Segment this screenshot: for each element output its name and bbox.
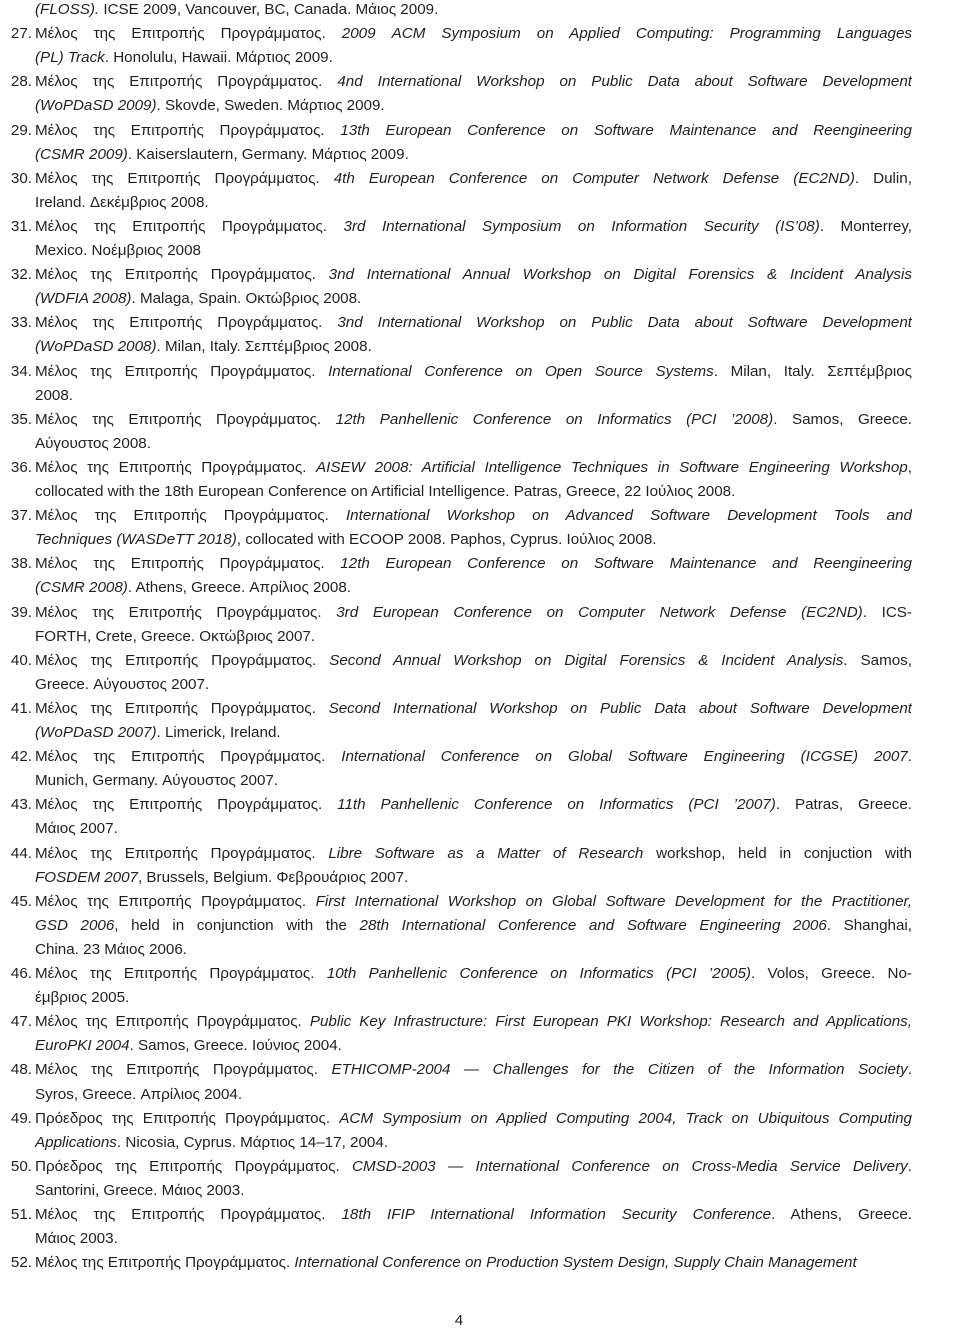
entry-line — [0, 1034, 912, 1058]
item-number: 45. — [10, 892, 32, 910]
entry-segment: . Milan, Italy. Σεπτέμβριος — [713, 362, 912, 380]
entry-segment: , collocated with ECOOP 2008. Paphos, Cyprus. Ιούλιος 2008. — [236, 531, 657, 549]
entry-text — [35, 769, 912, 793]
entry-segment: έμβριος 2005. — [35, 989, 130, 1007]
item-number: 52. — [10, 1254, 32, 1272]
venue-title: (WDFIA 2008) — [35, 290, 132, 308]
entry-line — [0, 697, 912, 721]
entry-line — [0, 311, 912, 335]
entry-line — [0, 625, 912, 649]
entry-segment: Μέλος της Επιτροπής Προγράμματος. — [35, 699, 329, 717]
entry-line — [0, 70, 912, 94]
entry-segment: Ireland. Δεκέμβριος 2008. — [35, 193, 209, 211]
venue-title: Techniques (WASDeTT 2018) — [35, 531, 237, 549]
venue-title: Second Annual Workshop on Digital Forensics & Incident Analysis — [329, 651, 844, 669]
entry-text — [35, 22, 912, 46]
entry-line — [0, 721, 912, 745]
item-number: 36. — [10, 458, 32, 476]
venue-title: 3nd International Annual Workshop on Digital Forensics & Incident Analysis — [328, 266, 912, 284]
entry-text — [35, 552, 912, 576]
entry-line — [0, 1107, 912, 1131]
entry-segment: Santorini, Greece. Μάιος 2003. — [35, 1181, 245, 1199]
venue-title: FOSDEM 2007 — [35, 868, 138, 886]
entry-segment: Μέλος της Επιτροπής Προγράμματος. — [35, 507, 346, 525]
venue-title: Public Key Infrastructure: First European PKI Workshop: Research and Applications, — [309, 1013, 912, 1031]
item-number: 49. — [10, 1109, 32, 1127]
entry-segment: , Brussels, Belgium. Φεβρουάριος 2007. — [137, 868, 409, 886]
entry-text — [35, 1179, 912, 1203]
entry-line — [0, 0, 912, 22]
entry-text — [35, 239, 912, 263]
entry-segment: FORTH, Crete, Greece. Οκτώβριος 2007. — [35, 627, 316, 645]
entry-line — [0, 866, 912, 890]
entry-line — [0, 601, 912, 625]
venue-title: 3rd European Conference on Computer Network Defense (EC2ND) — [336, 603, 863, 621]
entry-text — [35, 721, 912, 745]
entry-text — [35, 1131, 912, 1155]
item-number: 46. — [10, 965, 32, 982]
venue-title: 18th IFIP International Information Security Conference — [341, 1206, 772, 1223]
entry-segment: , — [907, 458, 912, 476]
entry-line — [0, 576, 912, 600]
entry-text — [35, 697, 912, 721]
entry-line — [0, 167, 912, 191]
entry-segment: Μέλος της Επιτροπής Προγράμματος. — [35, 1061, 332, 1079]
entry-line — [0, 335, 912, 359]
entry-segment: Μέλος της Επιτροπής Προγράμματος. — [35, 603, 337, 621]
venue-title: 3rd International Symposium on Information Security (IS’08) — [343, 217, 820, 235]
entry-line — [0, 287, 912, 311]
entry-segment: Mexico. Νοέμβριος 2008 — [35, 242, 202, 259]
entry-text — [35, 480, 912, 504]
entry-segment: Syros, Greece. Απρίλιος 2004. — [35, 1085, 243, 1103]
entry-line — [0, 239, 912, 263]
entry-segment: Μέλος της Επιτροπής Προγράμματος. — [35, 748, 342, 766]
venue-title: 12th Panhellenic Conference on Informatics (PCI ’2008) — [335, 410, 774, 428]
entry-text — [35, 962, 912, 986]
entry-text — [35, 432, 912, 456]
entry-text — [35, 215, 912, 239]
entry-text — [35, 384, 912, 408]
page-number: 4 — [454, 1312, 464, 1329]
item-number: 34. — [10, 362, 32, 380]
entry-segment: China. 23 Μάιος 2006. — [35, 940, 188, 958]
entry-line — [0, 1083, 912, 1107]
venue-title: 12th European Conference on Software Maintenance and Reengineering — [340, 555, 912, 573]
venue-title: (FLOSS). — [35, 1, 100, 18]
venue-title: 2009 ACM Symposium on Applied Computing: Programming Languages — [341, 25, 912, 43]
entry-text — [35, 745, 912, 769]
entry-line — [0, 408, 912, 432]
entry-line — [0, 1251, 960, 1275]
entry-line — [0, 143, 912, 167]
item-number: 51. — [10, 1206, 32, 1223]
entry-segment: Greece. Αύγουστος 2007. — [35, 675, 210, 693]
entry-text — [35, 504, 912, 528]
entry-segment: Μέλος της Επιτροπής Προγράμματος. — [35, 965, 327, 982]
venue-title: (WoPDaSD 2008) — [35, 338, 157, 356]
venue-title: 28th International Conference and Software Engineering 2006 — [359, 916, 827, 934]
entry-text — [35, 817, 912, 841]
entry-line — [0, 1227, 912, 1251]
entry-text — [35, 1155, 912, 1179]
item-number: 30. — [10, 169, 32, 187]
entry-segment: 2008. — [35, 386, 74, 404]
entry-text — [35, 46, 912, 70]
entry-segment: Μέλος της Επιτροπής Προγράμματος. — [35, 121, 341, 139]
entry-line — [0, 817, 912, 841]
venue-title: (WoPDaSD 2007) — [35, 724, 157, 741]
entry-text — [35, 625, 912, 649]
entry-segment: Μέλος της Επιτροπής Προγράμματος. — [35, 169, 334, 187]
entry-segment: Μέλος της Επιτροπής Προγράμματος. — [35, 314, 338, 332]
entry-segment: . ICS- — [862, 603, 912, 621]
entry-segment: . Volos, Greece. No- — [750, 965, 912, 982]
item-number: 27. — [10, 25, 32, 43]
entry-text — [35, 119, 912, 143]
venue-title: Libre Software as a Matter of Research — [328, 844, 644, 862]
entry-segment: . Samos, Greece. Ιούνιος 2004. — [129, 1037, 342, 1055]
entry-line — [0, 119, 912, 143]
entry-text — [35, 456, 912, 480]
entry-segment: Πρόεδρος της Επιτροπής Προγράμματος. — [35, 1109, 340, 1127]
entry-text — [35, 311, 912, 335]
entry-text — [35, 94, 912, 118]
entry-text — [35, 601, 912, 625]
venue-title: International Conference on Production System Design, Supply Chain Management — [294, 1254, 857, 1272]
entry-segment: Μέλος της Επιτροπής Προγράμματος. — [35, 25, 342, 43]
entry-segment: Μάιος 2003. — [35, 1230, 118, 1248]
entry-line — [0, 1058, 912, 1082]
entry-text — [35, 1203, 912, 1227]
entry-line — [0, 1155, 912, 1179]
entry-segment: . Shanghai, — [826, 916, 912, 934]
entry-text — [35, 986, 912, 1010]
item-number: 35. — [10, 410, 32, 428]
entry-line — [0, 986, 912, 1010]
entry-text — [35, 793, 912, 817]
entry-line — [0, 1131, 912, 1155]
entry-segment: Μέλος της Επιτροπής Προγράμματος. — [35, 796, 338, 814]
entry-line — [0, 842, 912, 866]
entry-line — [0, 1010, 912, 1034]
entry-segment: . Kaiserslautern, Germany. Μάρτιος 2009. — [127, 145, 409, 163]
entry-segment: Μέλος της Επιτροπής Προγράμματος. — [35, 651, 330, 669]
entry-text — [35, 673, 912, 697]
entry-line — [0, 673, 912, 697]
entry-text — [35, 1010, 912, 1034]
entry-text — [35, 408, 912, 432]
venue-title: CMSD-2003 — International Conference on Cross-Media Service Delivery — [352, 1157, 908, 1175]
entry-segment: Μέλος της Επιτροπής Προγράμματος. — [35, 217, 344, 235]
entry-segment: Μέλος της Επιτροπής Προγράμματος. — [35, 410, 336, 428]
entry-text — [35, 938, 912, 962]
venue-title: Second International Workshop on Public Data about Software Development — [328, 699, 912, 717]
entry-text — [35, 167, 912, 191]
entry-segment: Μέλος της Επιτροπής Προγράμματος. — [35, 1013, 310, 1031]
entry-text — [35, 1227, 912, 1251]
venue-title: (CSMR 2009) — [35, 145, 128, 163]
entry-segment: Μάιος 2007. — [35, 820, 118, 838]
venue-title: AISEW 2008: Artificial Intelligence Techniques in Software Engineering Workshop — [316, 458, 908, 476]
item-number: 48. — [10, 1061, 32, 1079]
venue-title: ETHICOMP-2004 — Challenges for the Citizen of the Information Society — [331, 1061, 908, 1079]
venue-title: (WoPDaSD 2009) — [35, 97, 157, 115]
entry-segment: . Malaga, Spain. Οκτώβριος 2008. — [131, 290, 362, 308]
venue-title: GSD 2006 — [35, 916, 115, 934]
item-number: 40. — [10, 651, 32, 669]
entry-text — [35, 1034, 912, 1058]
entry-text — [35, 287, 912, 311]
item-number: 29. — [10, 121, 32, 139]
entry-segment: . Honolulu, Hawaii. Μάρτιος 2009. — [104, 49, 333, 67]
entry-segment: Μέλος της Επιτροπής Προγράμματος. — [35, 555, 341, 573]
entry-text — [35, 191, 912, 215]
entry-line — [0, 962, 912, 986]
entry-text — [35, 866, 912, 890]
entry-segment: . Athens, Greece. Απρίλιος 2008. — [127, 579, 351, 597]
entry-text — [35, 890, 912, 914]
entry-line — [0, 769, 912, 793]
entry-segment: Μέλος της Επιτροπής Προγράμματος. — [35, 1254, 295, 1272]
entry-line — [0, 914, 912, 938]
entry-text — [35, 1058, 912, 1082]
entry-text — [35, 335, 912, 359]
venue-title: International Workshop on Advanced Software Development Tools and — [345, 507, 912, 525]
entry-line — [0, 191, 912, 215]
entry-line — [0, 528, 912, 552]
entry-segment: . Monterrey, — [819, 217, 912, 235]
entry-segment: Μέλος της Επιτροπής Προγράμματος. — [35, 362, 329, 380]
entry-line — [0, 938, 912, 962]
item-number: 47. — [10, 1013, 32, 1031]
entry-segment: . Nicosia, Cyprus. Μάρτιος 14–17, 2004. — [116, 1133, 389, 1151]
entry-segment: . Milan, Italy. Σεπτέμβριος 2008. — [156, 338, 372, 356]
entry-text — [35, 914, 912, 938]
entry-line — [0, 552, 912, 576]
venue-title: ACM Symposium on Applied Computing 2004, Track on Ubiquitous Computing — [339, 1109, 912, 1127]
entry-segment: . Skovde, Sweden. Μάρτιος 2009. — [156, 97, 385, 115]
venue-title: International Conference on Open Source Systems — [328, 362, 714, 380]
entry-text — [35, 70, 912, 94]
entry-line — [0, 432, 912, 456]
entry-segment: . Dulin, — [854, 169, 912, 187]
entry-segment: . Limerick, Ireland. — [156, 724, 281, 741]
entry-segment: . — [907, 1061, 912, 1079]
entry-text — [35, 1083, 912, 1107]
entry-line — [0, 456, 912, 480]
entry-line — [0, 94, 912, 118]
entry-line — [0, 504, 912, 528]
item-number: 42. — [10, 748, 32, 766]
entry-line — [0, 384, 912, 408]
entry-segment: Πρόεδρος της Επιτροπής Προγράμματος. — [35, 1157, 353, 1175]
entry-line — [0, 480, 912, 504]
venue-title: 4nd International Workshop on Public Data about Software Development — [337, 73, 912, 91]
entry-text — [35, 263, 912, 287]
entry-text — [35, 528, 912, 552]
item-number: 37. — [10, 507, 32, 525]
venue-title: International Conference on Global Software Engineering (ICGSE) 2007 — [341, 748, 908, 766]
item-number: 33. — [10, 314, 32, 332]
entry-line — [0, 1179, 912, 1203]
venue-title: First International Workshop on Global Software Development for the Practitioner, — [315, 892, 912, 910]
entry-line — [0, 215, 912, 239]
venue-title: Applications — [35, 1133, 117, 1151]
item-number: 44. — [10, 844, 32, 862]
entry-segment: ICSE 2009, Vancouver, BC, Canada. Μάιος 2009. — [99, 1, 439, 18]
entry-line — [0, 22, 912, 46]
entry-segment: Μέλος της Επιτροπής Προγράμματος. — [35, 844, 329, 862]
venue-title: 10th Panhellenic Conference on Informatics (PCI ’2005) — [326, 965, 751, 982]
venue-title: 11th Panhellenic Conference on Informatics (PCI ’2007) — [337, 796, 776, 814]
entry-segment: , held in conjunction with the — [114, 916, 360, 934]
entry-line — [0, 263, 912, 287]
entry-segment: Μέλος της Επιτροπής Προγράμματος. — [35, 458, 317, 476]
entry-line — [0, 793, 912, 817]
entry-segment: Munich, Germany. Αύγουστος 2007. — [35, 772, 279, 790]
entry-line — [0, 46, 912, 70]
venue-title: (PL) Track — [35, 49, 105, 67]
entry-segment: workshop, held in conjuction with — [643, 844, 912, 862]
item-number: 31. — [10, 217, 32, 235]
item-number: 50. — [10, 1157, 32, 1175]
entry-text — [35, 1107, 912, 1131]
entry-text — [35, 0, 912, 22]
entry-line — [0, 745, 912, 769]
entry-segment: Μέλος της Επιτροπής Προγράμματος. — [35, 73, 338, 91]
entry-segment: Μέλος της Επιτροπής Προγράμματος. — [35, 266, 329, 284]
entry-segment: . Athens, Greece. — [771, 1206, 912, 1223]
venue-title: 4th European Conference on Computer Network Defense (EC2ND) — [333, 169, 855, 187]
entry-segment: . — [907, 748, 912, 766]
entry-segment: Αύγουστος 2008. — [35, 434, 151, 452]
entry-segment: Μέλος της Επιτροπής Προγράμματος. — [35, 892, 316, 910]
venue-title: (CSMR 2008) — [35, 579, 128, 597]
venue-title: EuroPKI 2004 — [35, 1037, 130, 1055]
entry-text — [35, 1251, 960, 1275]
entry-line — [0, 360, 912, 384]
entry-text — [35, 649, 912, 673]
item-number: 38. — [10, 555, 32, 573]
entry-segment: . Patras, Greece. — [775, 796, 912, 814]
item-number: 43. — [10, 796, 32, 814]
entry-text — [35, 360, 912, 384]
entry-segment: . — [907, 1157, 912, 1175]
item-number: 32. — [10, 266, 32, 284]
item-number: 41. — [10, 699, 32, 717]
entry-line — [0, 1203, 912, 1227]
entry-segment: collocated with the 18th European Conference on Artificial Intelligence. Patras, Greece, 22 Ιούλιος 2008. — [35, 483, 736, 500]
entry-text — [35, 143, 912, 167]
entry-line — [0, 890, 912, 914]
entry-text — [35, 842, 912, 866]
venue-title: 3nd International Workshop on Public Data about Software Development — [337, 314, 912, 332]
venue-title: 13th European Conference on Software Maintenance and Reengineering — [340, 121, 912, 139]
item-number: 28. — [10, 73, 32, 91]
entry-text — [35, 576, 912, 600]
entry-segment: Μέλος της Επιτροπής Προγράμματος. — [35, 1206, 342, 1223]
item-number: 39. — [10, 603, 32, 621]
entry-segment: . Samos, — [843, 651, 912, 669]
entry-segment: . Samos, Greece. — [773, 410, 912, 428]
entry-line — [0, 649, 912, 673]
